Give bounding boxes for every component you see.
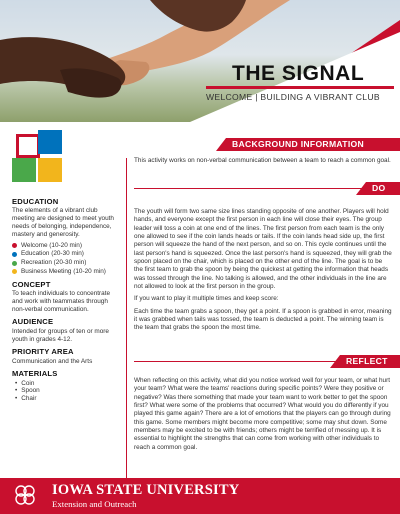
priority-heading: PRIORITY AREA	[12, 347, 74, 357]
audience-text: Intended for groups of ten or more youth in grades 4-12.	[12, 327, 109, 343]
legend-label: Business Meeting (10-20 min)	[21, 267, 106, 275]
legend-item-welcome	[12, 242, 122, 250]
legend-label: Education (20-30 min)	[21, 250, 84, 258]
do-rule	[134, 188, 364, 189]
university-name: IOWA STATE UNIVERSITY	[52, 482, 240, 498]
materials-item: • Chair	[12, 395, 122, 403]
green-dot-icon	[12, 261, 17, 266]
do-paragraph: The youth will form two same size lines standing opposite of one another. Players will hold hands, and everyone except the first person in each line will close their eyes. The group leader will toss a coin at one end of the lines. The first person from each team is the only one allowed to see if the coin lands heads or tails. If the coin lands head side up, the first person will squeeze the hand of the next person, and so on. This cycle continues until the last person's hand is squeezed. Once the last person's hand is squeezed, they will grab the spoon placed on the chair, which is placed on the other end of the line. The goal is to be the first team to grab the spoon by being the quickest at getting the information that heads was tossed through the line. No talking is allowed, and the other individuals in the line are not allowed to look at the first person in the group.	[134, 208, 392, 290]
header-photo	[0, 0, 400, 122]
logo-square-green	[12, 158, 36, 182]
logo-square-yellow	[38, 158, 62, 182]
audience-heading: AUDIENCE	[12, 317, 54, 327]
blue-dot-icon	[12, 252, 17, 257]
materials-item: • Spoon	[12, 387, 122, 395]
legend-item-business	[12, 268, 122, 276]
materials-heading: MATERIALS	[12, 369, 58, 379]
do-heading-bar	[366, 182, 400, 195]
priority-text: Communication and the Arts	[12, 357, 93, 365]
reflect-paragraph: When reflecting on this activity, what did you notice worked well for your team, or what hurt your team? What were the teams' reactions during specific points? Were they positive or negative? Was there something that made your team want to work better to get the spoon first? What were some of the problems that occurred? What would you do differently if you played this game again? There are a lot of emotions that the players can go through during this game. Some members might become more competitive; some may shut down. Some members may be excited to be with friends; others might be terrified of messing up. It is essential to highlight the strengths that can come from working with other individuals to reach a common goal.	[134, 377, 391, 451]
yellow-dot-icon	[12, 269, 17, 274]
legend-label: Welcome (10-20 min)	[21, 241, 82, 249]
background-text	[134, 157, 392, 169]
reflect-heading-bar	[340, 355, 400, 368]
do-heading: DO	[372, 183, 386, 193]
logo-square-blue	[38, 130, 62, 154]
reflect-heading: REFLECT	[346, 356, 388, 366]
red-dot-icon	[12, 243, 17, 248]
reflect-section	[134, 377, 392, 456]
page-subtitle: WELCOME | BUILDING A VIBRANT CLUB	[206, 92, 380, 102]
legend-item-recreation	[12, 259, 122, 267]
four-h-clover-icon	[14, 484, 36, 506]
sidebar	[12, 193, 122, 403]
logo-square-red	[16, 134, 40, 158]
extension-name: Extension and Outreach	[52, 499, 137, 509]
concept-text: To teach individuals to concentrate and work with teammates through non-verbal communication.	[12, 290, 111, 313]
do-paragraph: If you want to play it multiple times and keep score:	[134, 295, 279, 303]
background-paragraph: This activity works on non-verbal communication between a team to reach a common goal.	[134, 157, 391, 164]
title-underline	[206, 86, 394, 89]
materials-item: • Coin	[12, 380, 122, 388]
header-diagonal-panel	[0, 0, 400, 122]
meeting-legend	[12, 242, 122, 276]
education-text: The elements of a vibrant club meeting are designed to meet youth needs of belonging, independence, mastery and generosity.	[12, 207, 114, 238]
vibrant-club-logo	[12, 130, 66, 184]
sidebar-divider	[126, 158, 127, 478]
reflect-rule	[134, 361, 338, 362]
education-heading: EDUCATION	[12, 197, 59, 206]
legend-item-education	[12, 250, 122, 258]
background-heading-bar	[226, 138, 400, 151]
legend-label: Recreation (20-30 min)	[21, 259, 87, 267]
do-paragraph: Each time the team grabs a spoon, they get a point. If a spoon is grabbed in error, meaning it was grabbed when tails was tossed, the team is deducted a point. The winning team is the team that grabs the spoon the most time.	[134, 307, 392, 332]
materials-list	[12, 380, 122, 403]
footer	[0, 478, 400, 514]
concept-heading: CONCEPT	[12, 279, 51, 289]
background-heading: BACKGROUND INFORMATION	[232, 139, 364, 149]
do-section	[134, 208, 392, 337]
page-title: THE SIGNAL	[232, 62, 365, 85]
